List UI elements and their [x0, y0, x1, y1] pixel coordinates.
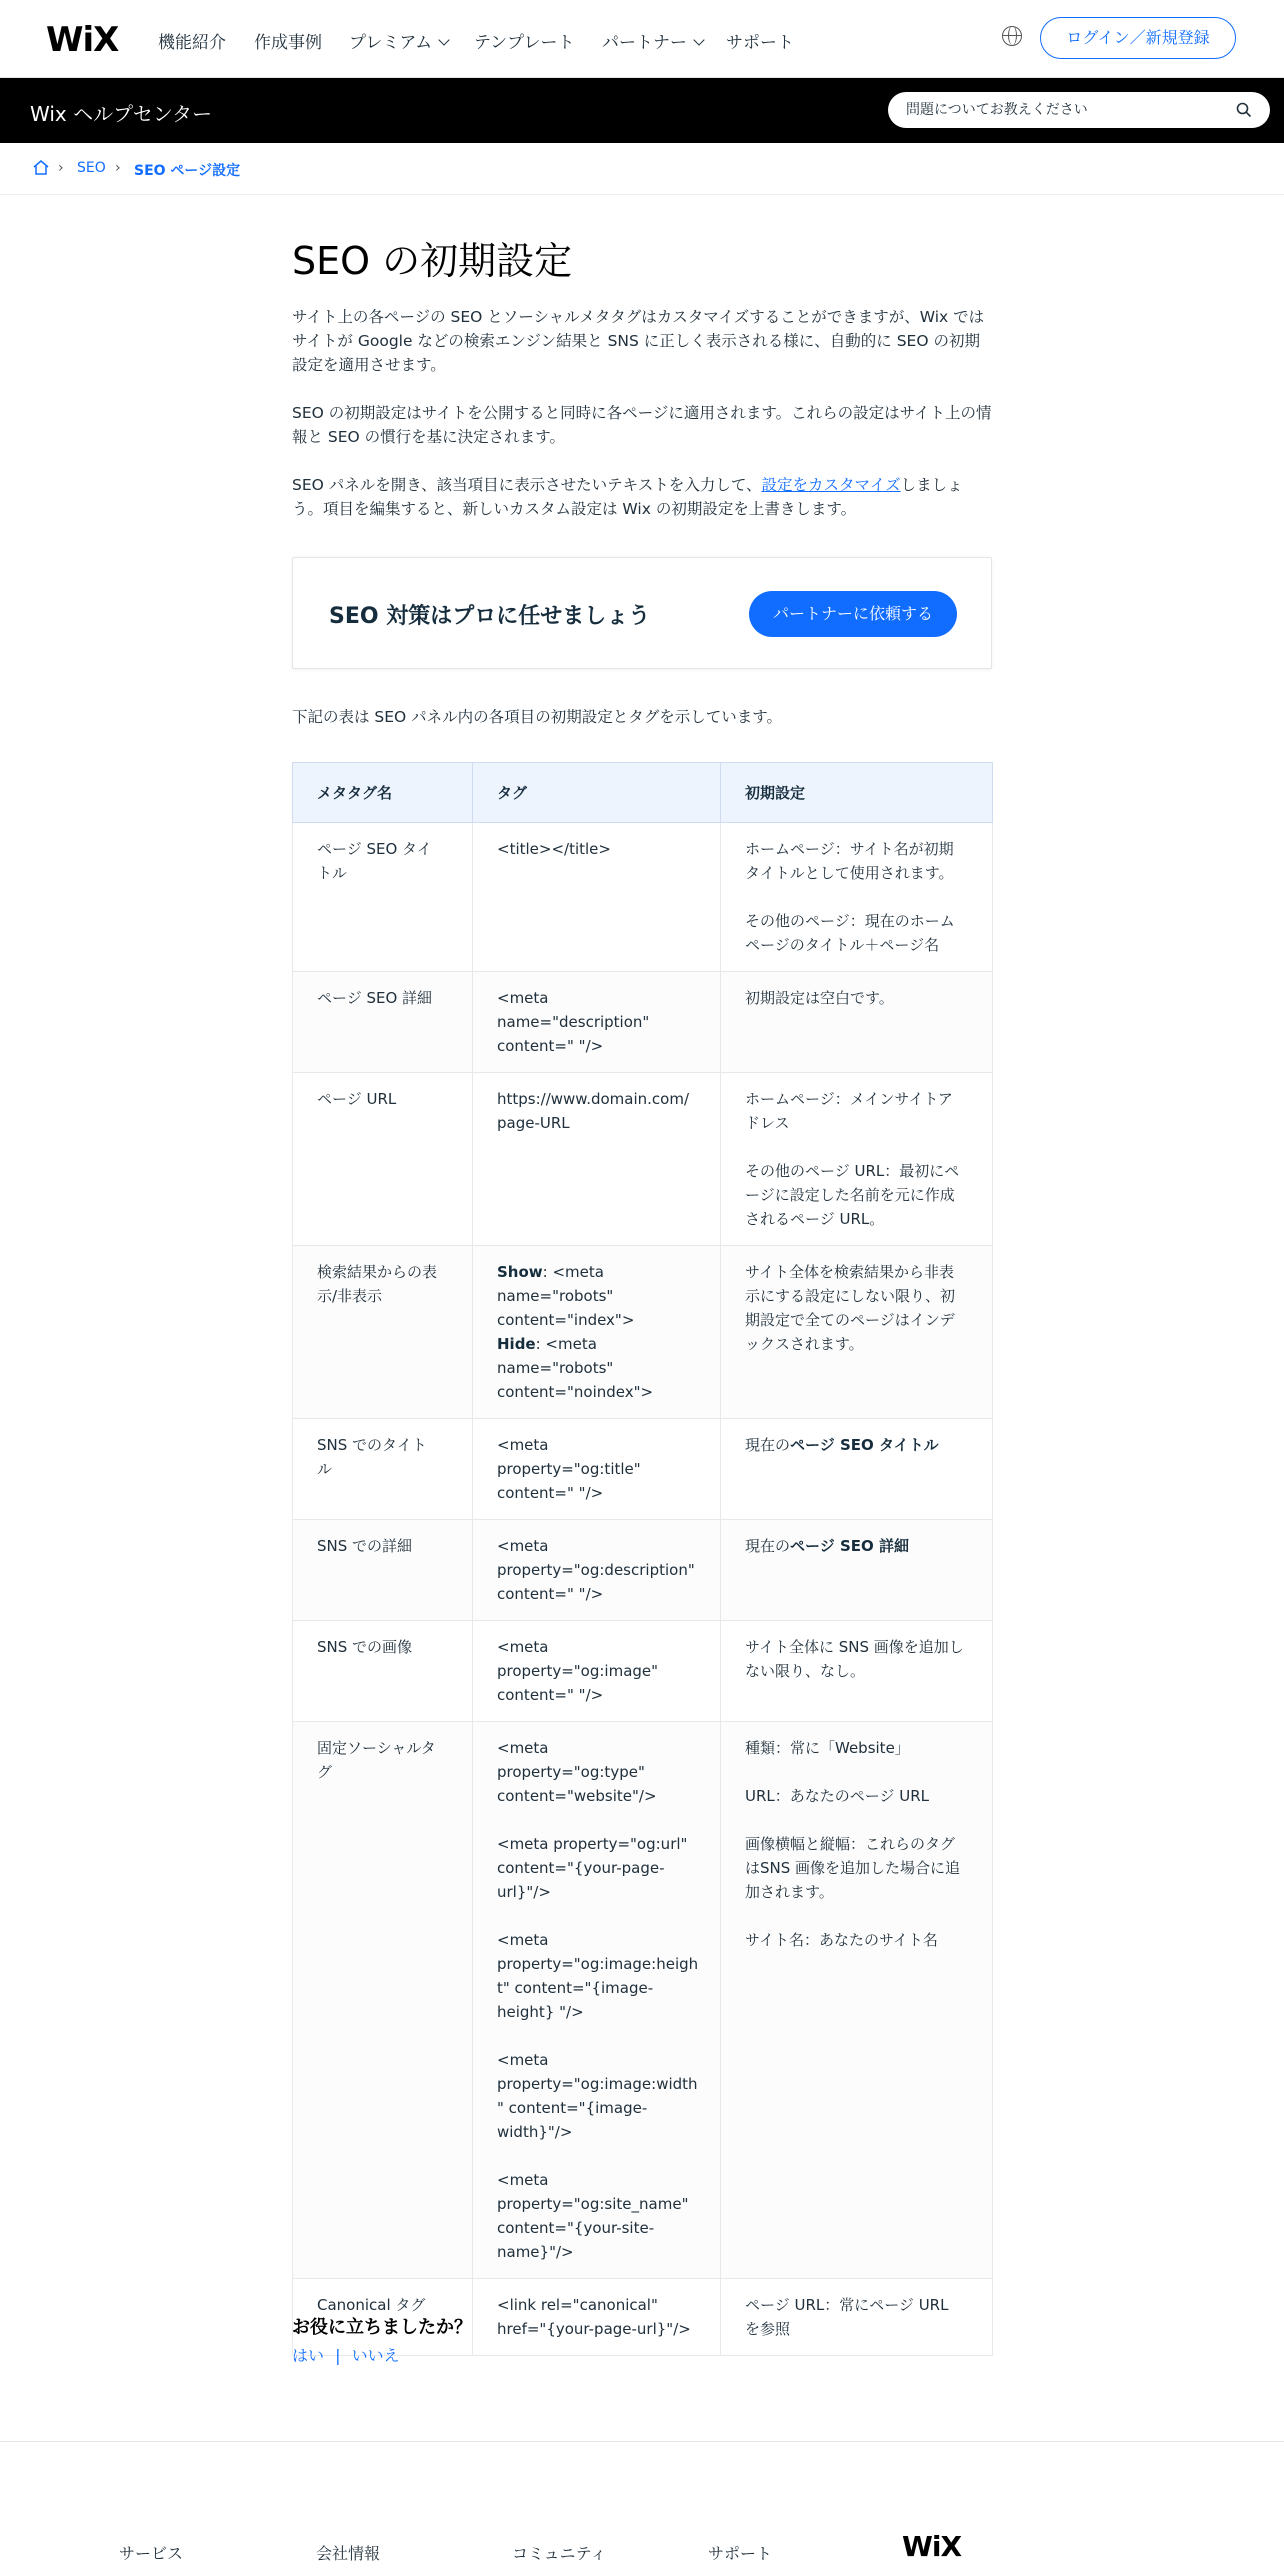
cell-line: width}"/> [497, 2123, 573, 2141]
cell-line: を参照 [745, 2320, 791, 2338]
cell-line: 固定ソーシャルタ [317, 1739, 436, 1757]
cell-line: 示/非表示 [317, 1287, 383, 1305]
tag-cell [473, 1520, 721, 1621]
promo-title: SEO 対策はプロに任せましょう [329, 604, 651, 629]
cell-line: <meta [497, 2171, 549, 2189]
feedback-no-link[interactable]: いいえ [351, 2346, 400, 2365]
search-box [888, 92, 1270, 128]
table-row [293, 1073, 993, 1246]
top-navigation [0, 0, 1284, 78]
nav-item-premium[interactable] [349, 28, 448, 53]
table-row [293, 1621, 993, 1722]
cell-line: content="{your-page- [497, 1859, 665, 1877]
search-icon[interactable] [1236, 102, 1252, 118]
cell-line: name="robots" [497, 1359, 614, 1377]
cell-line: 加されます。 [745, 1883, 834, 1901]
cell-line: 種類：常に「Website」 [745, 1739, 910, 1757]
customize-settings-link[interactable]: 設定をカスタマイズ [761, 476, 901, 494]
cell-line: サイト名：あなたのサイト名 [745, 1931, 938, 1949]
cell-line: ックスされます。 [745, 1335, 864, 1353]
nav-item-partners[interactable] [602, 28, 703, 53]
cell-line: content=" "/> [497, 1484, 604, 1502]
default-setting-cell [721, 1246, 993, 1419]
page-title: SEO の初期設定 [292, 239, 573, 283]
cell-line: ページ SEO タイ [317, 840, 432, 858]
customize-text: SEO パネルを開き、該当項目に表示させたいテキストを入力して、 [292, 476, 762, 494]
nav-item-label: テンプレート [474, 33, 575, 53]
cell-text: 現在の [745, 1436, 791, 1454]
footer-company[interactable]: 会社情報 [316, 2544, 381, 2563]
nav-item-templates[interactable] [474, 28, 574, 53]
nav-item-label: 作成事例 [254, 33, 322, 53]
cell-line [497, 1260, 696, 1284]
cell-line: ホームページ：メインサイトア [745, 1090, 953, 1108]
line-gap [745, 1760, 968, 1784]
feedback-title: お役に立ちましたか？ [292, 2317, 472, 2338]
chevron-down-icon [438, 34, 449, 45]
cell-line: <title></title> [497, 840, 611, 858]
cell-line: その他のページ URL：最初にペ [745, 1162, 960, 1180]
chevron-down-icon [693, 34, 704, 45]
cell-line: 初期設定は空白です。 [745, 989, 894, 1007]
cell-line: 示にする設定にしない限り、初 [745, 1287, 956, 1305]
nav-item-showcase[interactable] [254, 28, 322, 53]
home-icon[interactable] [32, 159, 50, 177]
cell-line: <meta [497, 1931, 549, 1949]
cell-line: content="index"> [497, 1311, 635, 1329]
default-setting-cell [721, 972, 993, 1073]
cell-line: property="og:description" [497, 1561, 695, 1579]
wix-logo[interactable]: WiX [46, 20, 119, 60]
cell-line: SNS での詳細 [317, 1537, 413, 1555]
tag-cell [473, 1722, 721, 2279]
cell-line: content=" "/> [497, 1686, 604, 1704]
footer-community[interactable]: コミュニティ [512, 2544, 607, 2563]
cell-line: 期設定で全てのページはインデ [745, 1311, 955, 1329]
line-gap [745, 885, 968, 909]
cell-line: ページ URL [317, 1090, 397, 1108]
default-setting-cell [721, 2279, 993, 2356]
meta-tag-name-cell [293, 1073, 473, 1246]
cell-line: SNS でのタイト [317, 1436, 427, 1454]
table-row [293, 972, 993, 1073]
divider [292, 2278, 992, 2279]
table-header: 初期設定 [721, 763, 993, 823]
footer-wix-logo[interactable]: WiX [902, 2530, 962, 2563]
cell-line: 画像横幅と縦幅：これらのタグ [745, 1835, 956, 1853]
hide-label: Hide [497, 1335, 536, 1353]
seo-defaults-table [292, 762, 992, 2356]
cell-line: <meta name="description" [497, 989, 650, 1031]
cell-line: href="{your-page-url}"/> [497, 2320, 691, 2338]
cell-line: サイト全体に SNS 画像を追加し [745, 1638, 964, 1656]
nav-item-label: パートナー [602, 33, 687, 53]
customize-paragraph [292, 473, 992, 521]
cell-line: <meta [497, 1537, 549, 1555]
tag-cell [473, 2279, 721, 2356]
line-gap [497, 1808, 696, 1832]
cell-line: " content="{image- [497, 2099, 648, 2117]
cell-line: タイトルとして使用されます。 [745, 864, 954, 882]
nav-item-features[interactable] [158, 28, 226, 53]
line-gap [497, 2144, 696, 2168]
cell-line: <meta [497, 1638, 549, 1656]
line-gap [497, 2024, 696, 2048]
tag-cell [473, 1419, 721, 1520]
meta-tag-name-cell [293, 1246, 473, 1419]
cell-text: : <meta [535, 1335, 597, 1353]
tag-cell [473, 1621, 721, 1722]
line-gap [745, 1135, 968, 1159]
nav-item-support[interactable] [726, 28, 794, 53]
table-row [293, 1722, 993, 2279]
table-row [293, 823, 993, 972]
cell-line: t" content="{image- [497, 1979, 654, 1997]
default-setting-cell [721, 823, 993, 972]
meta-tag-name-cell [293, 823, 473, 972]
cell-line: <meta property="og:title" [497, 1436, 641, 1478]
help-center-bar [0, 78, 1284, 143]
line-gap [745, 1808, 968, 1832]
cell-bold-text: ページ SEO タイトル [790, 1436, 939, 1454]
meta-tag-name-cell [293, 1520, 473, 1621]
cell-text: : <meta [542, 1263, 604, 1281]
show-label: Show [497, 1263, 543, 1281]
cell-line: グ [317, 1763, 333, 1781]
meta-tag-name-cell [293, 1722, 473, 2279]
feedback-links [292, 2343, 400, 2366]
breadcrumb-separator: › [58, 160, 64, 176]
default-setting-cell [721, 1722, 993, 2279]
search-input[interactable] [906, 99, 1226, 121]
table-header: タグ [473, 763, 721, 823]
cell-line: ドレス [745, 1114, 790, 1132]
tag-cell [473, 823, 721, 972]
login-signup-button[interactable]: ログイン／新規登録 [1040, 17, 1236, 59]
cell-line: https://www.domain.com/ [497, 1090, 689, 1108]
feedback-yes-link[interactable]: はい [292, 2346, 325, 2365]
cell-line: property="og:image" [497, 1662, 659, 1680]
cell-line: サイト全体を検索結果から非表 [745, 1263, 954, 1281]
cell-line: <meta property="og:type" [497, 1739, 645, 1781]
intro-paragraph: サイト上の各ページの SEO とソーシャルメタタグはカスタマイズすることができますが、Wix ではサイトが Google などの検索エンジン結果と SNS に正しく表示される様に、自動的に SEO の初期設定を適用させます。 [292, 308, 985, 374]
default-setting-cell [721, 1073, 993, 1246]
cell-line: content="{your-site- [497, 2219, 655, 2237]
cell-line: <link rel="canonical" [497, 2296, 658, 2314]
table-header-row [293, 763, 993, 823]
cell-text: 現在の [745, 1537, 791, 1555]
partner-promo-card [292, 557, 992, 669]
cell-line: ページのタイトル＋ページ名 [745, 936, 940, 954]
hire-partner-button[interactable]: パートナーに依頼する [749, 591, 957, 637]
breadcrumb-seo-page-settings[interactable]: SEO ページ設定 [134, 163, 241, 179]
cell-line: ル [317, 1460, 333, 1478]
nav-item-label: サポート [726, 33, 794, 53]
table-row [293, 1246, 993, 1419]
cell-line: name}"/> [497, 2243, 574, 2261]
nav-item-label: 機能紹介 [158, 33, 226, 53]
tag-cell [473, 972, 721, 1073]
cell-line: はSNS 画像を追加した場合に追 [745, 1859, 961, 1877]
cell-line: content=" "/> [497, 1585, 604, 1603]
cell-line: page-URL [497, 1114, 570, 1132]
line-gap [497, 1904, 696, 1928]
cell-line: URL：あなたのページ URL [745, 1787, 929, 1805]
cell-line: されるページ URL。 [745, 1210, 885, 1228]
default-setting-cell [721, 1621, 993, 1722]
breadcrumb-separator: › [115, 160, 121, 176]
cell-line: <meta property="og:url" [497, 1835, 688, 1853]
cell-line: ージに設定した名前を元に作成 [745, 1186, 955, 1204]
cell-line: content="noindex"> [497, 1383, 654, 1401]
feedback-separator: | [335, 2346, 341, 2365]
default-setting-cell [721, 1520, 993, 1621]
breadcrumb [0, 143, 1284, 195]
cell-line: トル [317, 864, 348, 882]
cell-line: SNS での画像 [317, 1638, 413, 1656]
globe-icon[interactable] [1002, 26, 1022, 46]
default-setting-cell [721, 1419, 993, 1520]
line-gap [745, 1904, 968, 1928]
footer-services[interactable]: サービス [119, 2544, 184, 2563]
footer-divider [0, 2441, 1284, 2442]
cell-line: content="website"/> [497, 1787, 657, 1805]
meta-tag-name-cell [293, 1621, 473, 1722]
tag-cell [473, 1073, 721, 1246]
cell-line: property="og:image:width [497, 2075, 698, 2093]
cell-bold-text: ページ SEO 詳細 [790, 1537, 909, 1555]
help-center-title[interactable]: Wix ヘルプセンター [30, 102, 213, 126]
cell-line: Canonical タグ [317, 2296, 426, 2314]
cell-line: <meta [497, 2051, 549, 2069]
table-row [293, 1520, 993, 1621]
cell-line: property="og:image:heigh [497, 1955, 699, 1973]
cell-line: name="robots" [497, 1287, 614, 1305]
cell-line: ページ URL：常にページ URL [745, 2296, 949, 2314]
publish-paragraph: SEO の初期設定はサイトを公開すると同時に各ページに適用されます。これらの設定はサイト上の情報と SEO の慣行を基に決定されます。 [292, 404, 992, 446]
cell-line: 検索結果からの表 [317, 1263, 438, 1281]
cell-line: content=" "/> [497, 1037, 604, 1055]
meta-tag-name-cell [293, 972, 473, 1073]
cell-line: ホームページ：サイト名が初期 [745, 840, 954, 858]
meta-tag-name-cell [293, 1419, 473, 1520]
table-row [293, 1419, 993, 1520]
cell-line: その他のページ：現在のホーム [745, 912, 955, 930]
nav-item-label: プレミアム [349, 33, 433, 53]
tag-cell [473, 1246, 721, 1419]
table-header: メタタグ名 [293, 763, 473, 823]
table-intro: 下記の表は SEO パネル内の各項目の初期設定とタグを示しています。 [292, 708, 782, 726]
cell-line: url}"/> [497, 1883, 551, 1901]
customize-text: しましょう。項目を編集すると、新しいカスタム設定は Wix の初期設定を上書きします。 [292, 476, 963, 518]
cell-line: ページ SEO 詳細 [317, 989, 433, 1007]
cell-line [497, 1332, 696, 1356]
cell-line: property="og:site_name" [497, 2195, 689, 2213]
cell-line: ない限り、なし。 [745, 1662, 866, 1680]
footer-support[interactable]: サポート [708, 2544, 773, 2563]
cell-line: height} "/> [497, 2003, 584, 2021]
breadcrumb-seo[interactable]: SEO [77, 160, 106, 176]
